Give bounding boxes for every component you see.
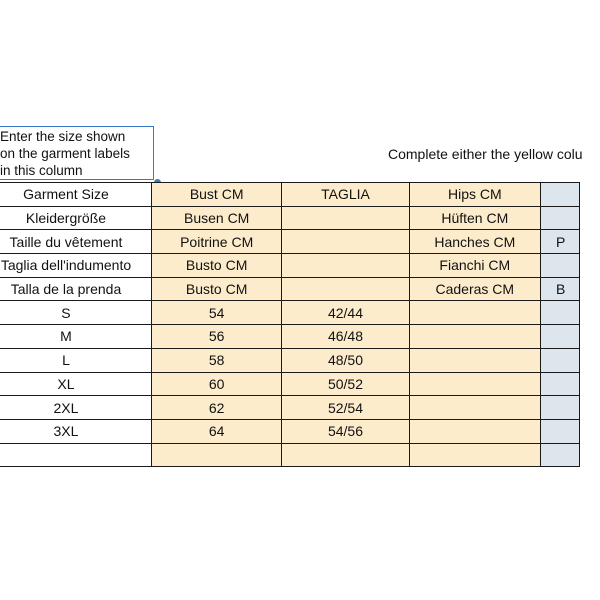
cell[interactable] bbox=[409, 372, 540, 396]
cell[interactable]: Taglia dell'indumento bbox=[0, 254, 151, 278]
cell[interactable] bbox=[409, 301, 540, 325]
cell[interactable]: 56 bbox=[151, 325, 281, 349]
cell[interactable] bbox=[541, 277, 580, 301]
cell[interactable]: Poitrine CM bbox=[151, 230, 281, 254]
header-row bbox=[0, 254, 580, 278]
cell[interactable] bbox=[541, 372, 580, 396]
cell[interactable]: S bbox=[0, 301, 151, 325]
cell[interactable]: 48/50 bbox=[282, 348, 409, 372]
cell[interactable]: 54 bbox=[151, 301, 281, 325]
cell[interactable] bbox=[541, 419, 580, 443]
cell[interactable] bbox=[282, 443, 409, 467]
cell[interactable] bbox=[282, 254, 409, 278]
header-row bbox=[0, 183, 580, 207]
cell[interactable]: Busto CM bbox=[151, 277, 281, 301]
cell[interactable]: 64 bbox=[151, 419, 281, 443]
size-chart-table bbox=[0, 182, 580, 467]
cell[interactable] bbox=[541, 348, 580, 372]
cell[interactable]: 58 bbox=[151, 348, 281, 372]
header-row bbox=[0, 206, 580, 230]
cell[interactable]: Hips CM bbox=[409, 183, 540, 207]
note-line-3: in this column bbox=[0, 163, 83, 178]
cell[interactable]: Talla de la prenda bbox=[0, 277, 151, 301]
cell[interactable] bbox=[151, 443, 281, 467]
cell[interactable]: 3XL bbox=[0, 419, 151, 443]
cell[interactable]: Garment Size bbox=[0, 183, 151, 207]
cell[interactable]: M bbox=[0, 325, 151, 349]
cell[interactable] bbox=[541, 443, 580, 467]
cell[interactable]: L bbox=[0, 348, 151, 372]
row-row bbox=[0, 419, 580, 443]
cell[interactable]: 54/56 bbox=[282, 419, 409, 443]
row-row bbox=[0, 372, 580, 396]
cell[interactable] bbox=[541, 183, 580, 207]
header-row bbox=[0, 277, 580, 301]
row-row bbox=[0, 396, 580, 420]
cell[interactable] bbox=[409, 396, 540, 420]
row-row bbox=[0, 443, 580, 467]
cell[interactable]: Hüften CM bbox=[409, 206, 540, 230]
cell[interactable] bbox=[409, 419, 540, 443]
row-row bbox=[0, 325, 580, 349]
row-row bbox=[0, 301, 580, 325]
instruction-text: Complete either the yellow colu bbox=[388, 146, 583, 162]
cell[interactable] bbox=[541, 301, 580, 325]
cell[interactable]: Fianchi CM bbox=[409, 254, 540, 278]
cell[interactable]: Hanches CM bbox=[409, 230, 540, 254]
cell[interactable] bbox=[541, 230, 580, 254]
row-row bbox=[0, 348, 580, 372]
cell[interactable] bbox=[409, 348, 540, 372]
cell[interactable]: 52/54 bbox=[282, 396, 409, 420]
cell[interactable]: Taille du vêtement bbox=[0, 230, 151, 254]
comment-note[interactable] bbox=[0, 126, 154, 180]
cell[interactable]: Kleidergröße bbox=[0, 206, 151, 230]
cell[interactable] bbox=[541, 254, 580, 278]
cell[interactable]: Busen CM bbox=[151, 206, 281, 230]
cell[interactable]: TAGLIA bbox=[282, 183, 409, 207]
note-line-2: on the garment labels bbox=[0, 146, 130, 161]
cell[interactable]: 50/52 bbox=[282, 372, 409, 396]
cell[interactable] bbox=[541, 325, 580, 349]
cell[interactable] bbox=[409, 325, 540, 349]
cell[interactable]: Bust CM bbox=[151, 183, 281, 207]
header-row bbox=[0, 230, 580, 254]
cell[interactable] bbox=[282, 277, 409, 301]
cell[interactable]: Caderas CM bbox=[409, 277, 540, 301]
cell-text: P bbox=[556, 233, 566, 250]
cell[interactable] bbox=[409, 443, 540, 467]
cell[interactable]: Busto CM bbox=[151, 254, 281, 278]
cell[interactable]: 46/48 bbox=[282, 325, 409, 349]
cell[interactable]: 42/44 bbox=[282, 301, 409, 325]
cell[interactable] bbox=[541, 396, 580, 420]
cell[interactable] bbox=[0, 443, 151, 467]
note-line-1: Enter the size shown bbox=[0, 129, 126, 144]
cell[interactable]: 62 bbox=[151, 396, 281, 420]
cell-text: B bbox=[556, 281, 566, 298]
cell[interactable] bbox=[541, 206, 580, 230]
cell[interactable] bbox=[282, 230, 409, 254]
cell[interactable]: 2XL bbox=[0, 396, 151, 420]
cell[interactable]: 60 bbox=[151, 372, 281, 396]
cell[interactable] bbox=[282, 206, 409, 230]
cell[interactable]: XL bbox=[0, 372, 151, 396]
